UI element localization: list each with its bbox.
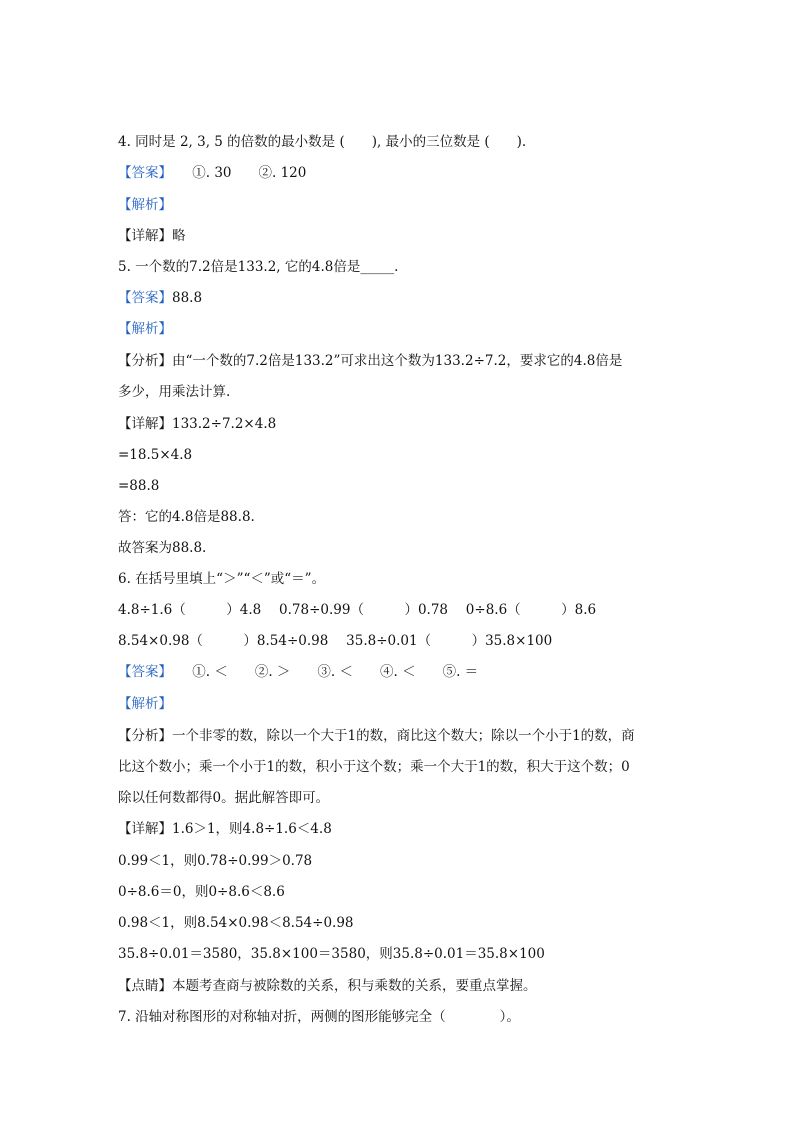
- question-4-detail: [118, 230, 186, 244]
- question-7-stem: 7. 沿轴对称图形的对称轴对折，两侧的图形能够完全（ ）。: [118, 1009, 520, 1025]
- fenxi-text: 由“一个数的7.2倍是133.2”可求出这个数为133.2÷7.2，要求它的4.8倍是: [172, 353, 623, 369]
- fenxi-tag: 【分析】: [118, 353, 172, 369]
- detail-text: 略: [172, 228, 186, 244]
- fenxi-tag: 【分析】: [118, 728, 172, 744]
- question-4-answer: [118, 167, 306, 181]
- detail-tag: 【详解】: [118, 821, 172, 837]
- detail-text: 133.2÷7.2×4.8: [172, 416, 277, 432]
- detail-tag: 【详解】: [118, 416, 172, 432]
- question-6-fenxi-2: 比这个数小；乘一个小于1的数，积小于这个数；乘一个大于1的数，积大于这个数；0: [118, 759, 630, 775]
- dianjing-tag: 【点睛】: [118, 978, 172, 994]
- question-5-analysis-tag: 【解析】: [118, 321, 172, 337]
- question-5-fenxi-2: 多少，用乘法计算.: [118, 384, 231, 400]
- question-5-stem: 5. 一个数的7.2倍是133.2, 它的4.8倍是_____.: [118, 259, 399, 275]
- dianjing-text: 本题考查商与被除数的关系，积与乘数的关系，要重点掌握。: [172, 978, 537, 994]
- question-6-detail-4: 0.98＜1，则8.54×0.98＜8.54÷0.98: [118, 915, 354, 931]
- question-4-analysis-tag: 【解析】: [118, 197, 172, 213]
- question-5-detail-3: =88.8: [118, 478, 160, 494]
- question-5-fenxi-1: [118, 355, 622, 369]
- answer-text: ①. ＜ ②. ＞ ③. ＜ ④. ＜ ⑤. ＝: [165, 664, 479, 680]
- question-6-dianjing: [118, 980, 537, 994]
- detail-text: 1.6＞1，则4.8÷1.6＜4.8: [172, 821, 332, 837]
- question-5-detail-2: =18.5×4.8: [118, 447, 193, 463]
- question-6-answer: [118, 666, 478, 680]
- question-6-detail-5: 35.8÷0.01＝3580，35.8×100＝3580，则35.8÷0.01＝35.8×100: [118, 946, 545, 962]
- question-4-stem: 4. 同时是 2, 3, 5 的倍数的最小数是 ( ), 最小的三位数是 ( ).: [118, 134, 527, 150]
- question-5-detail-4: 答：它的4.8倍是88.8.: [118, 509, 255, 525]
- answer-text: ①. 30 ②. 120: [165, 165, 307, 181]
- question-6-row-2: 8.54×0.98（ ）8.54÷0.98 35.8÷0.01（ ）35.8×100: [118, 633, 553, 649]
- question-6-detail-2: 0.99＜1，则0.78÷0.99＞0.78: [118, 853, 313, 869]
- question-6-stem: 6. 在括号里填上“＞”“＜”或“＝”。: [118, 571, 326, 587]
- question-5-detail-5: 故答案为88.8.: [118, 540, 207, 556]
- answer-tag: 【答案】: [118, 290, 172, 306]
- question-6-fenxi-3: 除以任何数都得0。据此解答即可。: [118, 790, 330, 806]
- question-5-answer: [118, 292, 202, 306]
- question-6-row-1: 4.8÷1.6（ ）4.8 0.78÷0.99（ ）0.78 0÷8.6（ ）8.6: [118, 602, 597, 618]
- question-6-detail-3: 0÷8.6＝0，则0÷8.6＜8.6: [118, 884, 285, 900]
- answer-tag: 【答案】: [118, 165, 166, 181]
- question-5-detail-1: [118, 418, 276, 432]
- detail-tag: 【详解】: [118, 228, 172, 244]
- question-6-fenxi-1: [118, 730, 635, 744]
- question-6-analysis-tag: 【解析】: [118, 696, 172, 712]
- fenxi-text: 一个非零的数，除以一个大于1的数，商比这个数大；除以一个小于1的数，商: [172, 728, 635, 744]
- question-6-detail-1: [118, 823, 332, 837]
- answer-text: 88.8: [172, 290, 203, 306]
- answer-tag: 【答案】: [118, 664, 166, 680]
